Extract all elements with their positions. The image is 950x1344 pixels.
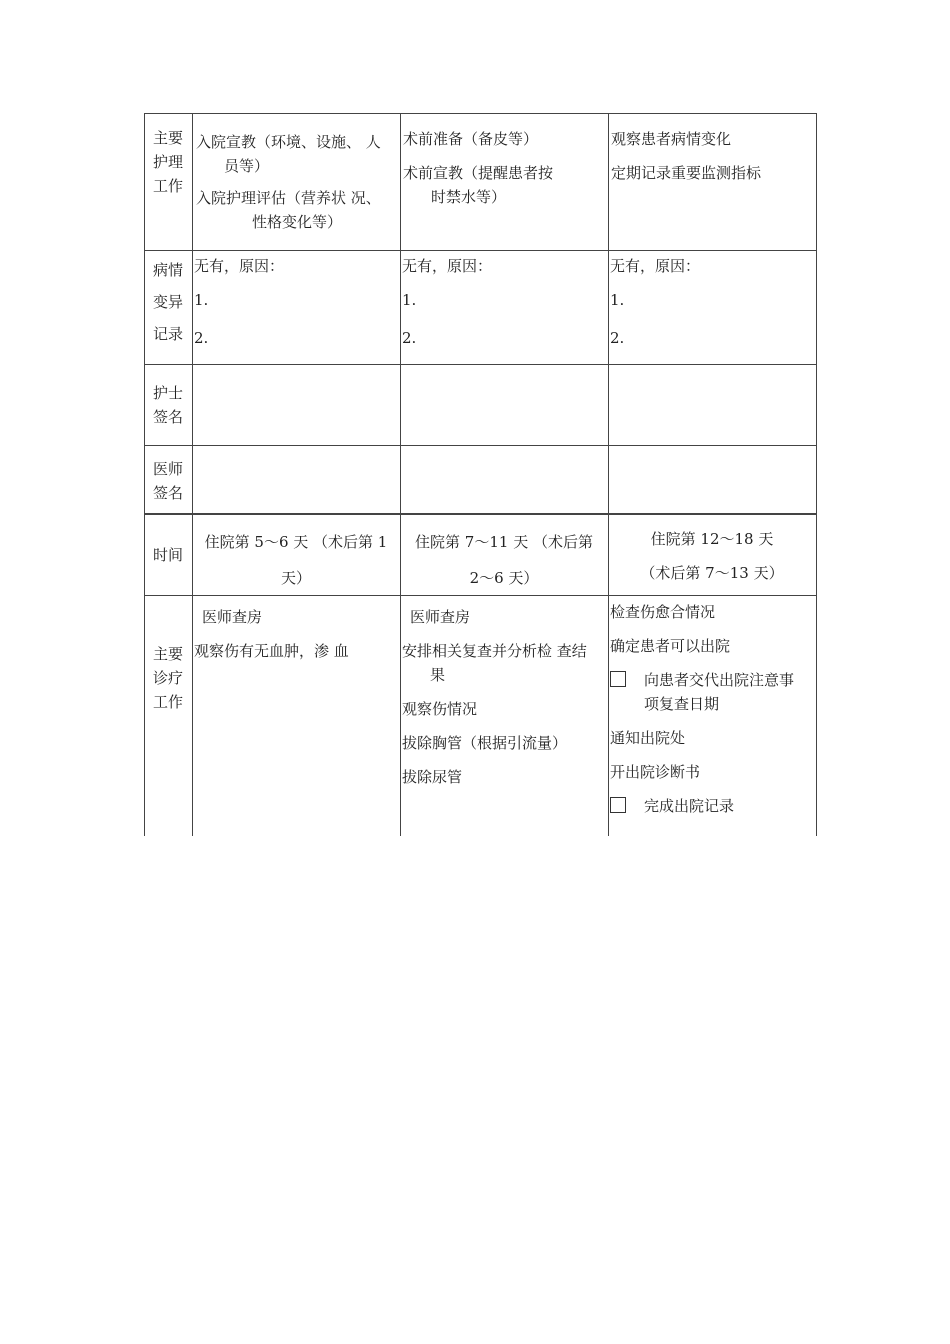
variance-col1: 无有，原因： 1. 2. (194, 257, 285, 347)
nursing-col2: 术前准备（备皮等） 术前宣教（提醒患者按 时禁水等） (403, 130, 554, 206)
row-divider (144, 250, 817, 251)
nurse-sign-cell-3[interactable] (610, 366, 814, 443)
row-label-treatment: 主要 诊疗 工作 (152, 645, 183, 711)
col-divider (400, 113, 401, 836)
col-divider (608, 113, 609, 836)
treatment-col1: 医师查房 观察伤有无血肿，渗 血 (194, 608, 349, 660)
time-col1: 住院第 5〜6 天 （术后第 1 天） (204, 533, 388, 587)
treatment-col3: 检查伤愈合情况 确定患者可以出院 向患者交代出院注意事 项复查日期 通知出院处 开出院诊断书 完成出院记录 (610, 603, 795, 815)
row-label-doctor-sign: 医师 签名 (152, 460, 183, 502)
checkbox-icon[interactable] (610, 797, 626, 813)
row-divider (144, 595, 817, 596)
time-col3: 住院第 12〜18 天 （术后第 7〜13 天） (640, 530, 784, 582)
row-divider (144, 445, 817, 446)
row-label-nurse-sign: 护士 签名 (152, 384, 183, 426)
time-col2: 住院第 7〜11 天 （术后第 2〜6 天） (415, 533, 593, 587)
treatment-col2: 医师查房 安排相关复查并分析检 查结 果 观察伤情况 拔除胸管（根据引流量） 拔除尿管 (402, 608, 587, 786)
variance-col2: 无有，原因： 1. 2. (402, 257, 493, 347)
row-divider (144, 364, 817, 365)
nursing-col3: 观察患者病情变化 定期记录重要监测指标 (611, 130, 762, 182)
doctor-sign-cell-1[interactable] (194, 447, 398, 511)
col-divider (192, 113, 193, 836)
table-border-right (816, 113, 817, 836)
doctor-sign-cell-2[interactable] (402, 447, 606, 511)
nurse-sign-cell-2[interactable] (402, 366, 606, 443)
doctor-sign-cell-3[interactable] (610, 447, 814, 511)
nurse-sign-cell-1[interactable] (194, 366, 398, 443)
row-label-variance: 病情 变异 记录 (152, 261, 183, 343)
row-divider (144, 513, 817, 515)
nursing-col1: 入院宣教（环境、设施、 人 员等） 入院护理评估（营养状 况、 性格变化等） (196, 133, 381, 231)
checkbox-icon[interactable] (610, 671, 626, 687)
row-label-time: 时间 (152, 546, 183, 564)
variance-col3: 无有，原因： 1. 2. (610, 257, 701, 347)
table-border-top (144, 113, 817, 114)
row-label-nursing: 主要 护理 工作 (152, 129, 183, 195)
